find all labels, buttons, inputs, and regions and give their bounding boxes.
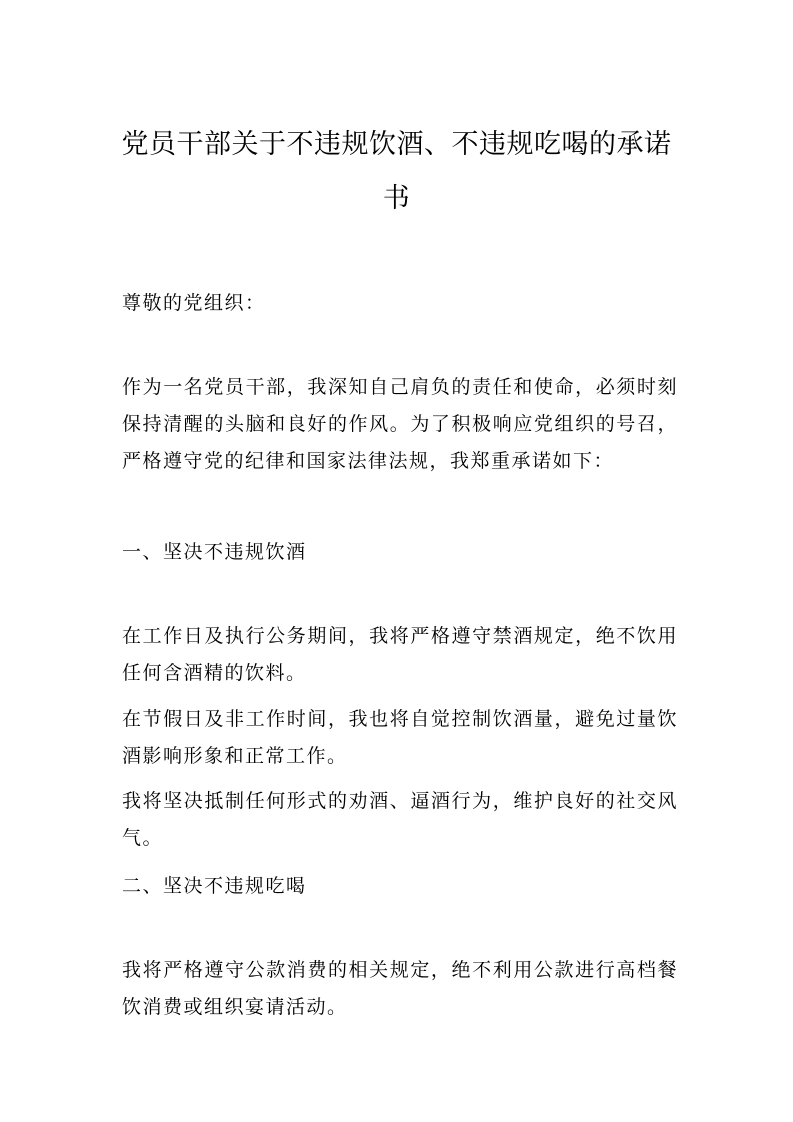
section-2-item: 我将严格遵守公款消费的相关规定，绝不利用公款进行高档餐饮消费或组织宴请活动。 (122, 959, 678, 1018)
section-1-item: 我将坚决抵制任何形式的劝酒、逼酒行为，维护良好的社交风气。 (122, 790, 678, 849)
section-2-heading: 二、坚决不违规吃喝 (122, 875, 307, 897)
salutation: 尊敬的党组织： (122, 292, 266, 314)
section-1-heading: 一、坚决不违规饮酒 (122, 541, 307, 563)
intro-paragraph: 作为一名党员干部，我深知自己肩负的责任和使命，必须时刻保持清醒的头脑和良好的作风。为了积极响应党组织的号召，严格遵守党的纪律和国家法律法规，我郑重承诺如下： (122, 376, 678, 472)
document-title: 党员干部关于不违规饮酒、不违规吃喝的承诺书 (121, 129, 672, 214)
section-1-item: 在节假日及非工作时间，我也将自觉控制饮酒量，避免过量饮酒影响形象和正常工作。 (122, 708, 678, 767)
section-1-item: 在工作日及执行公务期间，我将严格遵守禁酒规定，绝不饮用任何含酒精的饮料。 (122, 625, 678, 684)
